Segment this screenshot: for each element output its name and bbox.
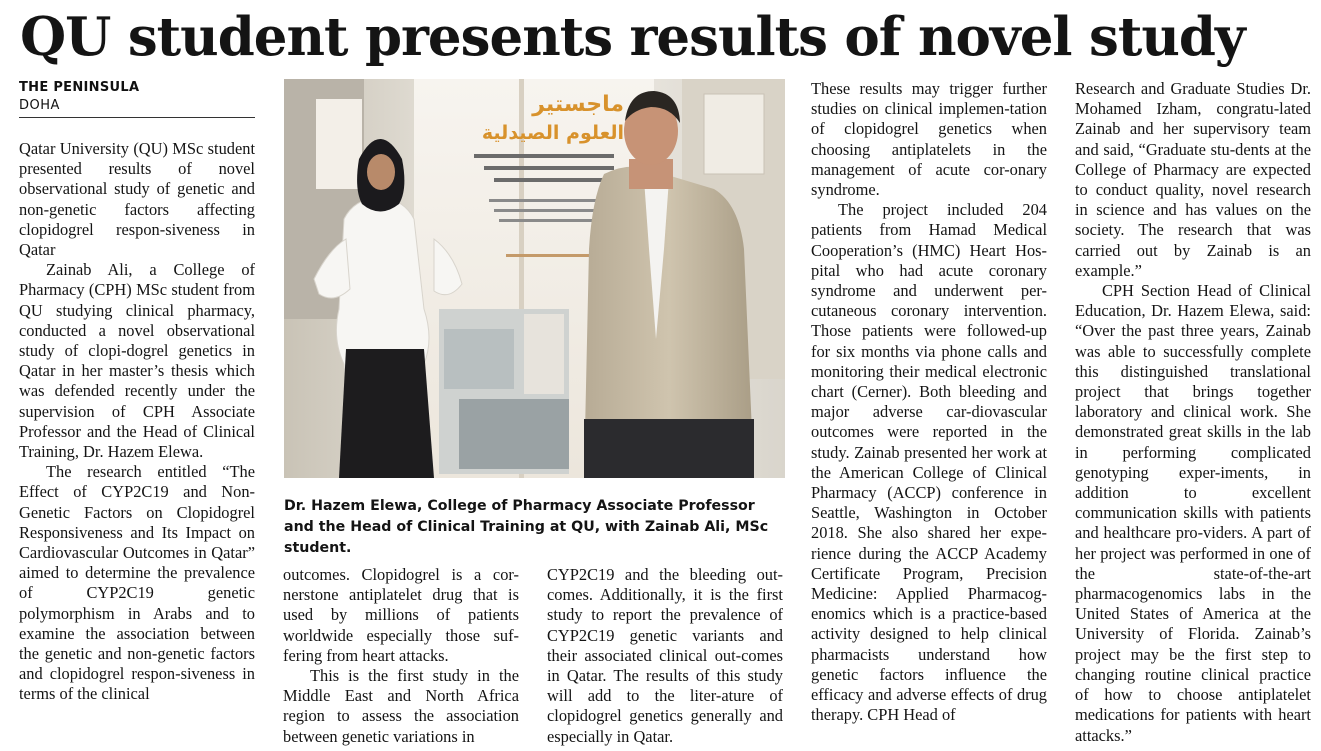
article-column-5 [1075, 79, 1311, 746]
article-column-2 [283, 565, 519, 747]
article-column-3 [547, 565, 783, 747]
article-column-4 [811, 79, 1047, 726]
poster-title: ماجستير [532, 92, 624, 117]
paragraph: CPH Section Head of Clinical Education, Dr. Hazem Elewa, said: “Over the past three years, Zainab was able to successfully complete this distinguished translational project that brings together laboratory and clinical work. She demonstrated great skills in the lab in performing complicated genotyping exper-iments, in addition to excellent communication skills with patients and healthcare pro-viders. A part of her project was performed in one of the state-of-the-art pharmacogenomics labs in the United States of America at the University of Florida. Zainab’s project may be the first step to changing routine clinical practice of how to choose antiplatelet medications for patients with heart attacks.” [1075, 281, 1311, 745]
source-label: THE PENINSULA [19, 80, 140, 95]
poster-subtitle: العلوم الصيدلية [481, 122, 624, 144]
paragraph: CYP2C19 and the bleeding out-comes. Additionally, it is the first study to report the prevalence of CYP2C19 genetic variants and their associated clinical out-comes in Qatar. The results of this study will add to the liter-ature of clopidogrel genetics generally and especially in Qatar. [547, 565, 783, 746]
article-column-1 [19, 139, 255, 705]
paragraph: Zainab Ali, a College of Pharmacy (CPH) MSc student from QU studying clinical pharmacy, conducted a novel observational study of clopi-dogrel genetics in Qatar in her master’s thesis which was defended recently under the supervision of CPH Associate Professor and the Head of Clinical Training, Dr. Hazem Elewa. [19, 260, 255, 462]
headline: QU student presents results of novel study [20, 6, 1245, 68]
dateline: DOHA [19, 97, 255, 118]
byline [19, 79, 255, 118]
paragraph: The project included 204 patients from Hamad Medical Cooperation’s (HMC) Heart Hos-pital who had acute coronary syndrome and underwent per-cutaneous coronary intervention. Those patients were followed-up for six months via phone calls and monitoring their medical electronic chart (Cerner). Both bleeding and major adverse car-diovascular outcomes were reported in the study. Zainab presented her work at the American College of Clinical Pharmacy (ACCP) conference in Seattle, Washington in October 2018. She also shared her expe-rience during the ACCP Academy Certificate Program, Precision Medicine: Applied Pharmacog-enomics which is a practice-based activity designed to help clinical pharmacists understand how genetic factors influence the efficacy and adverse effects of drug therapy. CPH Head of [811, 200, 1047, 725]
paragraph: Research and Graduate Studies Dr. Mohamed Izham, congratu-lated Zainab and her supervisory team and said, “Graduate stu-dents at the College of Pharmacy are expected to conduct quality, novel research in science and has values on the society. The research that was carried out by Zainab is an example.” [1075, 79, 1311, 280]
paragraph: Qatar University (QU) MSc student presented results of novel observational study of genetic and non-genetic factors affecting clopidogrel respon-siveness in Qatar [19, 139, 255, 260]
paragraph: outcomes. Clopidogrel is a cor-nerstone antiplatelet drug that is used by millions of patients worldwide especially those suf-fering from heart attacks. [283, 565, 519, 665]
article-photo [284, 79, 785, 478]
photo-illustration [284, 79, 785, 478]
paragraph: This is the first study in the Middle East and North Africa region to assess the association between genetic variations in [283, 666, 519, 746]
paragraph: These results may trigger further studies on clinical implemen-tation of clopidogrel genetics when choosing antiplatelets in the management of acute cor-onary syndrome. [811, 79, 1047, 200]
paragraph: The research entitled “The Effect of CYP2C19 and Non-Genetic Factors on Clopidogrel Responsiveness and Its Impact on Cardiovascular Outcomes in Qatar” aimed to determine the prevalence of CYP2C19 genetic polymorphism in Arabs and to examine the association between the genetic and non-genetic factors and clopidogrel respon-siveness in terms of the clinical [19, 462, 255, 704]
photo-caption: Dr. Hazem Elewa, College of Pharmacy Associate Professor and the Head of Clinical Training at QU, with Zainab Ali, MSc student. [284, 498, 769, 556]
